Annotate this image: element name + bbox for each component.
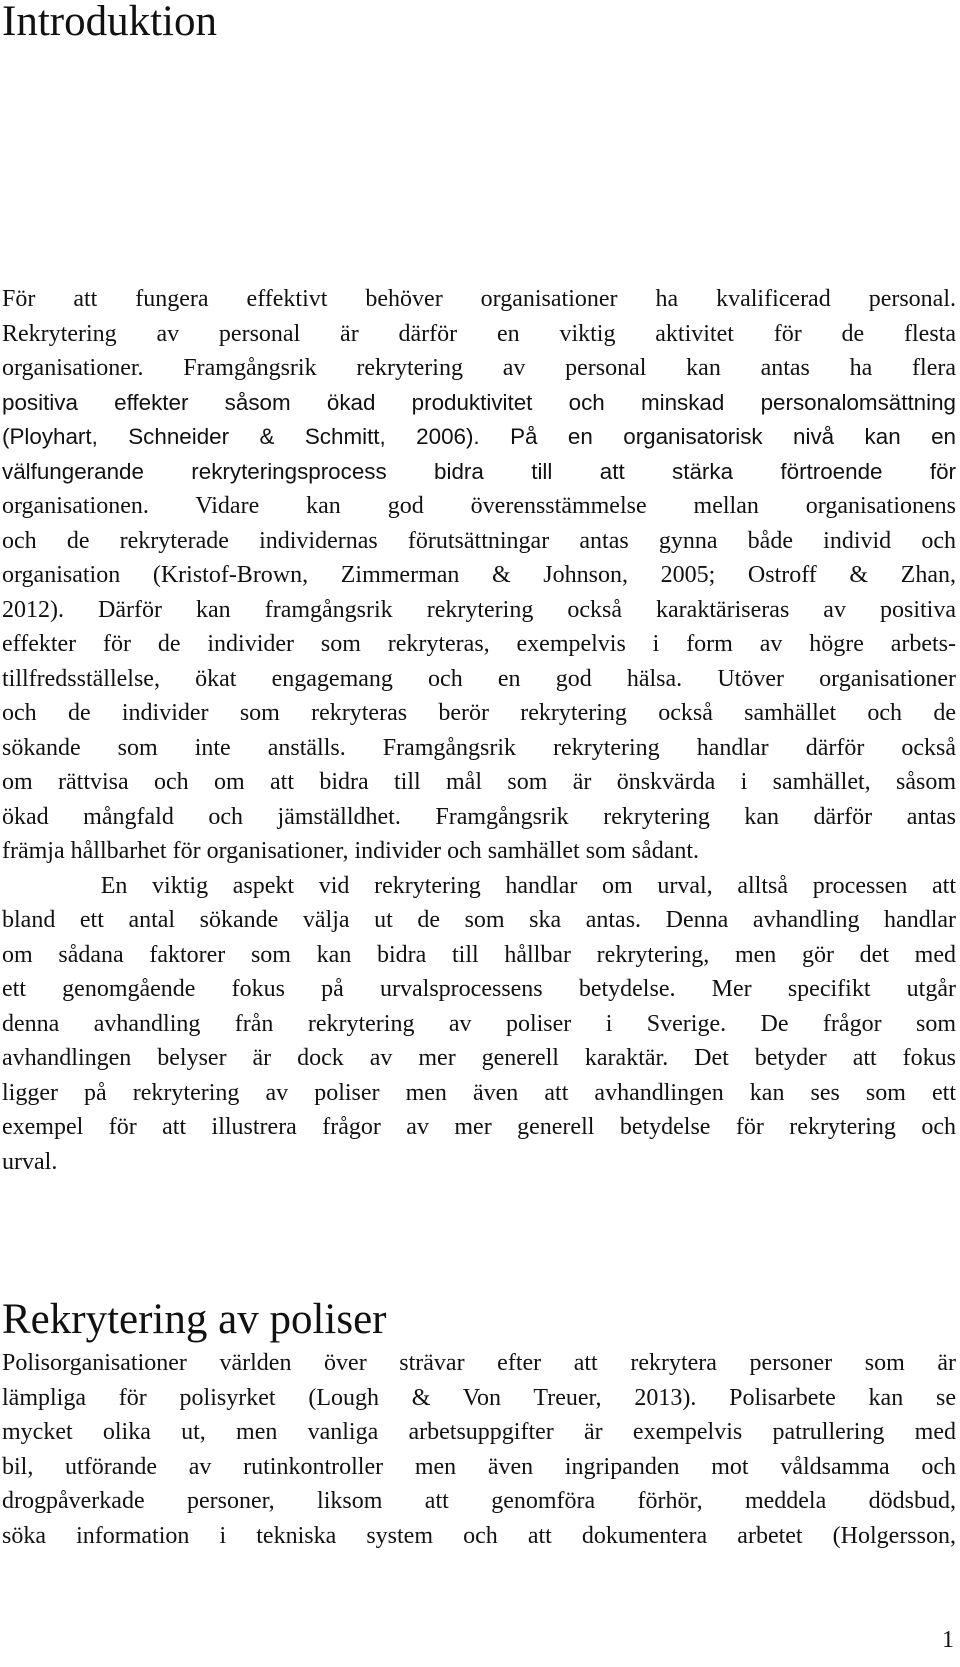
- text-line: (Ployhart, Schneider & Schmitt, 2006). På en organisatorisk nivå kan en: [2, 424, 956, 449]
- text-line: organisationer. Framgångsrik rekrytering av personal kan antas ha flera: [2, 355, 956, 381]
- text-line: organisationen. Vidare kan god överensstämmelse mellan organisationens: [2, 493, 956, 519]
- text-line: bland ett antal sökande välja ut de som ska antas. Denna avhandling handlar: [2, 907, 956, 933]
- text-line: ökad mångfald och jämställdhet. Framgångsrik rekrytering kan därför antas: [2, 803, 956, 830]
- text-line: 2012). Därför kan framgångsrik rekrytering också karaktäriseras av positiva: [2, 596, 956, 623]
- text-line: och de rekryterade individernas förutsättningar antas gynna både individ och: [2, 527, 956, 554]
- text-line: välfungerande rekryteringsprocess bidra till att stärka förtroende för: [2, 458, 956, 484]
- section-heading-rekrytering-av-poliser: Rekrytering av poliser: [2, 1296, 387, 1343]
- section-heading-introduktion: Introduktion: [2, 0, 217, 45]
- text-line: organisation (Kristof-Brown, Zimmerman & Johnson, 2005; Ostroff & Zhan,: [2, 562, 956, 588]
- text-line: tillfredsställelse, ökat engagemang och en god hälsa. Utöver organisationer: [2, 665, 956, 692]
- text-line: För att fungera effektivt behöver organisationer ha kvalificerad personal.: [2, 286, 956, 312]
- text-line: ett genomgående fokus på urvalsprocessens betydelse. Mer specifikt utgår: [2, 976, 956, 1002]
- text-line: mycket olika ut, men vanliga arbetsuppgifter är exempelvis patrullering med: [2, 1419, 956, 1445]
- text-line: ligger på rekrytering av poliser men även att avhandlingen kan ses som ett: [2, 1079, 956, 1106]
- text-line: sökande som inte anställs. Framgångsrik rekrytering handlar därför också: [2, 734, 956, 761]
- page-number: 1: [942, 1627, 954, 1653]
- text-line: främja hållbarhet för organisationer, individer och samhället som sådant.: [2, 838, 700, 864]
- text-line: söka information i tekniska system och att dokumentera arbetet (Holgersson,: [2, 1522, 956, 1549]
- text-line: om sådana faktorer som kan bidra till hållbar rekrytering, men gör det med: [2, 941, 956, 968]
- text-line: denna avhandling från rekrytering av poliser i Sverige. De frågor som: [2, 1010, 956, 1037]
- paragraph-rekrytering-av-poliser: [2, 1346, 956, 1553]
- text-line-indented: En viktig aspekt vid rekrytering handlar om urval, alltså processen att: [2, 872, 956, 899]
- text-line: exempel för att illustrera frågor av mer generell betydelse för rekrytering och: [2, 1114, 956, 1140]
- text-line: effekter för de individer som rekryteras, exempelvis i form av högre arbets-: [2, 631, 956, 657]
- text-line: drogpåverkade personer, liksom att genomföra förhör, meddela dödsbud,: [2, 1488, 956, 1514]
- text-line: positiva effekter såsom ökad produktivitet och minskad personalomsättning: [2, 389, 956, 415]
- text-line: Rekrytering av personal är därför en viktig aktivitet för de flesta: [2, 320, 956, 347]
- text-line: avhandlingen belyser är dock av mer generell karaktär. Det betyder att fokus: [2, 1045, 956, 1071]
- text-line: om rättvisa och om att bidra till mål som är önskvärda i samhället, såsom: [2, 769, 956, 795]
- text-line: urval.: [2, 1148, 58, 1175]
- text-line: lämpliga för polisyrket (Lough & Von Treuer, 2013). Polisarbete kan se: [2, 1384, 956, 1411]
- text-line: bil, utförande av rutinkontroller men även ingripanden mot våldsamma och: [2, 1453, 956, 1480]
- text-line: och de individer som rekryteras berör rekrytering också samhället och de: [2, 700, 956, 726]
- text-line: Polisorganisationer världen över strävar efter att rekrytera personer som är: [2, 1350, 956, 1376]
- paragraph-introduktion: [2, 282, 956, 1179]
